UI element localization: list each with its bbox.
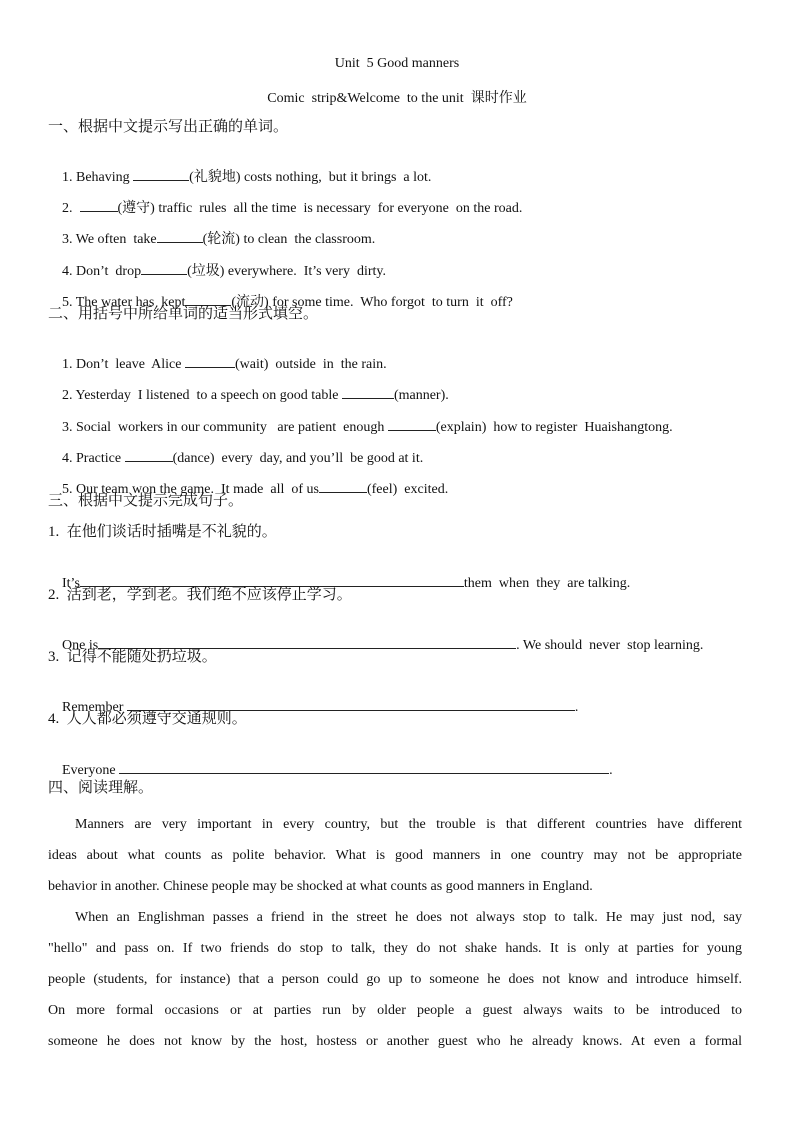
answer-blank[interactable] xyxy=(185,292,231,306)
unit-title: Unit 5 Good manners xyxy=(334,56,460,71)
question-text: (轮流) to clean the classroom. xyxy=(202,232,376,247)
paragraph-line: When an Englishman passes a friend in the street he does not always stop to talk. He may just nod, say xyxy=(75,910,742,925)
section-1-heading: 一、根据中文提示写出正确的单词。 xyxy=(48,119,289,135)
answer-blank[interactable] xyxy=(342,385,394,399)
answer-blank[interactable] xyxy=(80,573,464,587)
sentence-text: Remember xyxy=(62,700,127,715)
paragraph-line: behavior in another. Chinese people may be shocked at what counts as good manners in England. xyxy=(48,879,593,894)
sentence-text: them when they are talking. xyxy=(463,576,631,591)
paragraph-line: ideas about what counts as polite behavior. What is good manners in one country may not be appropriate xyxy=(48,848,742,863)
sentence-3-1-chinese: 1. 在他们谈话时插嘴是不礼貌的。 xyxy=(48,524,277,540)
question-text: (礼貌地) costs nothing, but it brings a lot. xyxy=(189,170,432,185)
sentence-3-4-chinese: 4. 人人都必须遵守交通规则。 xyxy=(48,711,247,727)
answer-blank[interactable] xyxy=(98,635,516,649)
sentence-3-2-chinese: 2. 活到老，学到老。我们绝不应该停止学习。 xyxy=(48,587,352,603)
answer-blank[interactable] xyxy=(127,697,575,711)
sentence-text: . xyxy=(574,700,579,715)
question-text: (垃圾) everywhere. It’s very dirty. xyxy=(187,264,386,279)
reading-paragraph-2 xyxy=(48,902,742,1057)
paragraph-line: someone he does not know by the host, hostess or another guest who he already knows. At even a formal xyxy=(48,1034,742,1049)
answer-blank[interactable] xyxy=(185,354,235,368)
question-text: (explain) how to register Huaishangtong. xyxy=(435,420,673,435)
question-text: (manner). xyxy=(393,388,449,403)
answer-blank[interactable] xyxy=(319,479,367,493)
paragraph-line: Manners are very important in every country, but the trouble is that different countries have different xyxy=(75,817,742,832)
question-text: 3. Social workers in our community are patient enough xyxy=(62,420,388,435)
answer-blank[interactable] xyxy=(119,760,609,774)
sentence-text: Everyone xyxy=(62,763,120,778)
section-3-heading: 三、根据中文提示完成句子。 xyxy=(48,493,244,509)
answer-blank[interactable] xyxy=(157,229,203,243)
answer-blank[interactable] xyxy=(80,198,118,212)
answer-blank[interactable] xyxy=(133,167,189,181)
question-text: 5. The water has kept xyxy=(62,295,186,310)
question-text: 3. We often take xyxy=(62,232,157,247)
sentence-text: It’s xyxy=(62,576,80,591)
lesson-subtitle: Comic strip&Welcome to the unit 课时作业 xyxy=(267,91,527,106)
question-text: 5. Our team won the game. It made all of us xyxy=(62,482,319,497)
question-text: 2. Yesterday I listened to a speech on good table xyxy=(62,388,342,403)
paragraph-line: On more formal occasions or at parties run by older people a guest always waits to be introduced to xyxy=(48,1003,742,1018)
question-text: 1. Don’t leave Alice xyxy=(62,357,185,372)
answer-blank[interactable] xyxy=(141,261,187,275)
question-text: (feel) excited. xyxy=(366,482,449,497)
answer-blank[interactable] xyxy=(388,417,436,431)
question-text: 4. Don’t drop xyxy=(62,264,142,279)
question-text: 2. xyxy=(62,201,80,216)
question-text: 1. Behaving xyxy=(62,170,134,185)
sentence-3-3-chinese: 3. 记得不能随处扔垃圾。 xyxy=(48,649,217,665)
sentence-text: . xyxy=(609,763,613,778)
question-text: (遵守) traffic rules all the time is necessary for everyone on the road. xyxy=(117,201,523,216)
answer-blank[interactable] xyxy=(125,448,173,462)
section-4-heading: 四、阅读理解。 xyxy=(48,780,154,796)
question-text: (dance) every day, and you’ll be good at it. xyxy=(172,451,424,466)
sentence-text: . We should never stop learning. xyxy=(516,638,704,653)
question-text: 4. Practice xyxy=(62,451,125,466)
paragraph-line: people (students, for instance) that a person could go up to someone he does not know and introduce himself. xyxy=(48,972,742,987)
section-2-heading: 二、用括号中所给单词的适当形式填空。 xyxy=(48,306,319,322)
reading-paragraph-1 xyxy=(48,809,742,902)
sentence-text: One is xyxy=(62,638,99,653)
question-text: (wait) outside in the rain. xyxy=(235,357,387,372)
question-text: (流动) for some time. Who forgot to turn it off? xyxy=(231,295,513,310)
paragraph-line: "hello" and pass on. If two friends do stop to talk, they do not shake hands. It is only at parties for young xyxy=(48,941,742,956)
